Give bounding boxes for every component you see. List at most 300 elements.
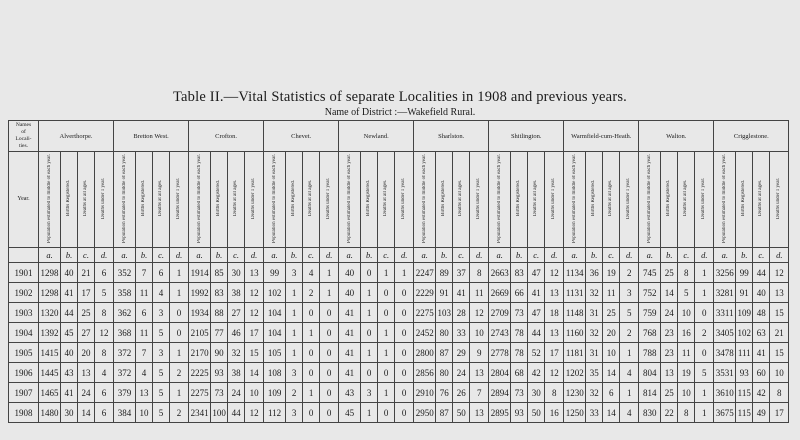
data-cell: 1 <box>695 283 714 303</box>
column-header-text: Deaths under 1 year. <box>401 177 407 219</box>
data-cell: 1298 <box>39 283 61 303</box>
column-header-text: Deaths at all ages. <box>233 179 239 217</box>
data-cell: 10 <box>678 383 695 403</box>
column-letter: b. <box>511 248 528 263</box>
data-cell: 1 <box>170 383 189 403</box>
data-cell: 8 <box>678 403 695 423</box>
data-cell: 2225 <box>189 363 211 383</box>
data-cell: 2452 <box>414 323 436 343</box>
table-row <box>9 283 789 303</box>
data-cell: 0 <box>361 323 378 343</box>
column-letter: a. <box>39 248 61 263</box>
data-cell: 112 <box>264 403 286 423</box>
data-cell: 1 <box>361 343 378 363</box>
data-cell: 7 <box>136 263 153 283</box>
column-header <box>378 152 395 248</box>
column-letter: c. <box>453 248 470 263</box>
data-cell: 5 <box>153 383 170 403</box>
data-cell: 2 <box>170 363 189 383</box>
data-cell: 804 <box>639 363 661 383</box>
data-cell: 13 <box>470 363 489 383</box>
data-cell: 66 <box>511 283 528 303</box>
column-header-text: Births Registered. <box>516 179 522 217</box>
data-cell: 30 <box>528 383 545 403</box>
column-letter: b. <box>436 248 453 263</box>
data-cell: 15 <box>770 303 789 323</box>
locality-header: Walton. <box>639 121 714 152</box>
data-cell: 46 <box>228 323 245 343</box>
data-cell: 14 <box>245 363 264 383</box>
column-letter: c. <box>528 248 545 263</box>
data-cell: 1415 <box>39 343 61 363</box>
data-cell: 43 <box>61 363 78 383</box>
column-header <box>620 152 639 248</box>
data-cell: 40 <box>753 283 770 303</box>
data-cell: 1298 <box>39 263 61 283</box>
data-cell: 1465 <box>39 383 61 403</box>
data-cell: 0 <box>361 263 378 283</box>
data-cell: 1134 <box>564 263 586 283</box>
column-header <box>453 152 470 248</box>
data-cell: 5 <box>620 303 639 323</box>
column-header-text: Population estimated to middle of each year. <box>421 153 427 243</box>
column-letter: a. <box>489 248 511 263</box>
data-cell: 6 <box>136 303 153 323</box>
data-cell: 0 <box>378 363 395 383</box>
data-cell: 83 <box>211 283 228 303</box>
column-header <box>545 152 564 248</box>
locality-header: Warmfield-cum-Heath. <box>564 121 639 152</box>
data-cell: 1 <box>286 283 303 303</box>
column-header <box>78 152 95 248</box>
column-letter: c. <box>678 248 695 263</box>
data-cell: 104 <box>264 303 286 323</box>
data-cell: 91 <box>436 283 453 303</box>
data-cell: 0 <box>303 363 320 383</box>
data-cell: 6 <box>95 383 114 403</box>
column-header-text: Births Registered. <box>591 179 597 217</box>
data-cell: 13 <box>770 283 789 303</box>
data-cell: 4 <box>95 363 114 383</box>
corner-header-line: ties. <box>18 143 28 149</box>
data-cell: 352 <box>114 263 136 283</box>
data-cell: 2950 <box>414 403 436 423</box>
table-row <box>9 403 789 423</box>
data-cell: 3 <box>361 383 378 403</box>
data-cell: 17 <box>245 323 264 343</box>
data-cell: 1 <box>320 283 339 303</box>
data-cell: 1 <box>303 383 320 403</box>
data-cell: 372 <box>114 343 136 363</box>
data-cell: 41 <box>339 323 361 343</box>
data-cell: 41 <box>339 343 361 363</box>
data-cell: 60 <box>753 363 770 383</box>
column-header <box>320 152 339 248</box>
data-cell: 44 <box>228 403 245 423</box>
data-cell: 1 <box>170 263 189 283</box>
data-cell: 31 <box>586 343 603 363</box>
data-cell: 2910 <box>414 383 436 403</box>
data-cell: 13 <box>470 403 489 423</box>
data-cell: 24 <box>228 383 245 403</box>
year-cell: 1907 <box>9 383 39 403</box>
column-letter: a. <box>264 248 286 263</box>
column-letter: c. <box>603 248 620 263</box>
data-cell: 30 <box>61 403 78 423</box>
data-cell: 73 <box>511 303 528 323</box>
data-cell: 1 <box>286 343 303 363</box>
column-header-text: Deaths under 1 year. <box>101 177 107 219</box>
data-cell: 25 <box>661 383 678 403</box>
data-cell: 2894 <box>489 383 511 403</box>
data-cell: 50 <box>453 403 470 423</box>
data-cell: 2229 <box>414 283 436 303</box>
data-cell: 368 <box>114 323 136 343</box>
data-cell: 1320 <box>39 303 61 323</box>
data-cell: 0 <box>395 363 414 383</box>
data-cell: 24 <box>78 383 95 403</box>
data-cell: 5 <box>95 283 114 303</box>
column-letter: c. <box>78 248 95 263</box>
data-cell: 63 <box>753 323 770 343</box>
data-cell: 3281 <box>714 283 736 303</box>
data-cell: 49 <box>753 403 770 423</box>
data-cell: 2275 <box>189 383 211 403</box>
data-cell: 3610 <box>714 383 736 403</box>
data-cell: 3 <box>620 283 639 303</box>
data-cell: 105 <box>264 343 286 363</box>
locality-header: Shitlington. <box>489 121 564 152</box>
year-header: Year. <box>9 152 39 248</box>
data-cell: 1 <box>378 323 395 343</box>
data-cell: 73 <box>211 383 228 403</box>
data-cell: 0 <box>395 343 414 363</box>
table-title: Table II.—Vital Statistics of separate Localities in 1908 and previous years. <box>172 89 628 105</box>
data-cell: 384 <box>114 403 136 423</box>
data-cell: 1392 <box>39 323 61 343</box>
data-cell: 12 <box>245 403 264 423</box>
data-cell: 8 <box>470 263 489 283</box>
data-cell: 3675 <box>714 403 736 423</box>
data-cell: 1480 <box>39 403 61 423</box>
names-of-localities-header <box>9 121 39 152</box>
column-header <box>95 152 114 248</box>
column-header <box>586 152 603 248</box>
data-cell: 14 <box>603 403 620 423</box>
data-cell: 102 <box>264 283 286 303</box>
data-cell: 32 <box>586 323 603 343</box>
data-cell: 87 <box>436 403 453 423</box>
column-letter: a. <box>714 248 736 263</box>
column-header <box>770 152 789 248</box>
data-cell: 2 <box>286 383 303 403</box>
data-cell: 90 <box>211 343 228 363</box>
data-cell: 1 <box>286 303 303 323</box>
column-header <box>264 152 286 248</box>
data-cell: 1131 <box>564 283 586 303</box>
column-header <box>339 152 361 248</box>
data-cell: 814 <box>639 383 661 403</box>
data-cell: 68 <box>511 363 528 383</box>
column-header-text: Births Registered. <box>441 179 447 217</box>
data-cell: 3531 <box>714 363 736 383</box>
data-cell: 11 <box>136 283 153 303</box>
table-row <box>9 263 789 283</box>
data-cell: 109 <box>264 383 286 403</box>
data-cell: 24 <box>661 303 678 323</box>
column-header-text: Population estimated to middle of each year. <box>46 153 52 243</box>
data-cell: 115 <box>736 403 753 423</box>
data-cell: 32 <box>586 283 603 303</box>
data-cell: 85 <box>211 263 228 283</box>
data-cell: 0 <box>320 363 339 383</box>
column-letter: d. <box>695 248 714 263</box>
data-cell: 0 <box>170 303 189 323</box>
column-letter: b. <box>136 248 153 263</box>
column-letter: d. <box>170 248 189 263</box>
data-cell: 10 <box>136 403 153 423</box>
data-cell: 0 <box>378 303 395 323</box>
data-cell: 0 <box>303 403 320 423</box>
column-letter: a. <box>114 248 136 263</box>
locality-header: Alverthorpe. <box>39 121 114 152</box>
column-header <box>511 152 528 248</box>
data-cell: 8 <box>95 303 114 323</box>
data-cell: 2170 <box>189 343 211 363</box>
data-cell: 32 <box>228 343 245 363</box>
data-cell: 8 <box>770 383 789 403</box>
data-cell: 1 <box>695 403 714 423</box>
data-cell: 102 <box>736 323 753 343</box>
data-cell: 0 <box>695 303 714 323</box>
data-cell: 14 <box>603 363 620 383</box>
column-header-text: Deaths under 1 year. <box>476 177 482 219</box>
column-header-text: Population estimated to middle of each year. <box>346 153 352 243</box>
data-cell: 32 <box>586 383 603 403</box>
data-cell: 5 <box>153 323 170 343</box>
data-cell: 0 <box>320 343 339 363</box>
corner-header-line: of <box>21 129 26 135</box>
data-cell: 9 <box>470 343 489 363</box>
column-header-text: Deaths at all ages. <box>608 179 614 217</box>
data-cell: 1 <box>320 263 339 283</box>
data-cell: 13 <box>545 283 564 303</box>
data-cell: 12 <box>770 263 789 283</box>
column-header-text: Deaths under 1 year. <box>176 177 182 219</box>
data-cell: 1202 <box>564 363 586 383</box>
column-header <box>639 152 661 248</box>
data-cell: 52 <box>528 343 545 363</box>
data-cell: 1 <box>286 323 303 343</box>
column-header <box>61 152 78 248</box>
column-letter: c. <box>753 248 770 263</box>
column-header <box>436 152 453 248</box>
column-header-text: Population estimated to middle of each year. <box>571 153 577 243</box>
data-cell: 2663 <box>489 263 511 283</box>
column-header-text: Population estimated to middle of each year. <box>121 153 127 243</box>
locality-header: Newland. <box>339 121 414 152</box>
data-cell: 33 <box>453 323 470 343</box>
data-cell: 2709 <box>489 303 511 323</box>
data-cell: 3311 <box>714 303 736 323</box>
column-header-text: Deaths at all ages. <box>533 179 539 217</box>
column-header <box>170 152 189 248</box>
data-cell: 40 <box>339 263 361 283</box>
corner-header-line: Names <box>15 122 32 128</box>
data-cell: 104 <box>264 323 286 343</box>
data-cell: 1934 <box>189 303 211 323</box>
column-letter: b. <box>361 248 378 263</box>
data-cell: 2247 <box>414 263 436 283</box>
data-cell: 0 <box>320 303 339 323</box>
data-cell: 1 <box>620 383 639 403</box>
data-cell: 12 <box>245 283 264 303</box>
locality-header: Bretton West. <box>114 121 189 152</box>
data-cell: 1992 <box>189 283 211 303</box>
data-cell: 2 <box>620 323 639 343</box>
vital-statistics-table <box>8 120 789 423</box>
column-header-text: Deaths at all ages. <box>383 179 389 217</box>
data-cell: 379 <box>114 383 136 403</box>
column-letter: a. <box>639 248 661 263</box>
letters-row-blank <box>9 248 39 263</box>
data-cell: 44 <box>61 303 78 323</box>
data-cell: 1 <box>361 403 378 423</box>
data-cell: 25 <box>78 303 95 323</box>
data-cell: 41 <box>61 383 78 403</box>
data-cell: 0 <box>395 303 414 323</box>
column-header-text: Deaths at all ages. <box>308 179 314 217</box>
column-letter: d. <box>545 248 564 263</box>
data-cell: 4 <box>620 403 639 423</box>
data-cell: 41 <box>339 363 361 383</box>
data-cell: 115 <box>736 383 753 403</box>
column-header <box>603 152 620 248</box>
data-cell: 108 <box>264 363 286 383</box>
data-cell: 1 <box>170 343 189 363</box>
column-header-text: Deaths under 1 year. <box>326 177 332 219</box>
data-cell: 11 <box>136 323 153 343</box>
data-cell: 20 <box>78 343 95 363</box>
data-cell: 27 <box>228 303 245 323</box>
data-cell: 103 <box>436 303 453 323</box>
data-cell: 93 <box>211 363 228 383</box>
data-cell: 752 <box>639 283 661 303</box>
data-cell: 29 <box>453 343 470 363</box>
data-cell: 4 <box>620 363 639 383</box>
year-cell: 1906 <box>9 363 39 383</box>
column-letter: b. <box>736 248 753 263</box>
data-cell: 14 <box>661 283 678 303</box>
data-cell: 26 <box>453 383 470 403</box>
year-cell: 1904 <box>9 323 39 343</box>
data-cell: 1 <box>361 303 378 323</box>
year-cell: 1908 <box>9 403 39 423</box>
data-cell: 1181 <box>564 343 586 363</box>
data-cell: 17 <box>78 283 95 303</box>
column-letter: d. <box>320 248 339 263</box>
data-cell: 3 <box>286 403 303 423</box>
column-header-text: Births Registered. <box>741 179 747 217</box>
column-letter: d. <box>470 248 489 263</box>
data-cell: 100 <box>211 403 228 423</box>
data-cell: 41 <box>61 283 78 303</box>
data-cell: 0 <box>361 363 378 383</box>
data-cell: 78 <box>511 323 528 343</box>
column-header <box>361 152 378 248</box>
data-cell: 0 <box>395 403 414 423</box>
data-cell: 11 <box>603 283 620 303</box>
data-cell: 33 <box>586 403 603 423</box>
data-cell: 10 <box>603 343 620 363</box>
locality-header: Crofton. <box>189 121 264 152</box>
column-header <box>736 152 753 248</box>
data-cell: 830 <box>639 403 661 423</box>
data-cell: 8 <box>95 343 114 363</box>
column-letter: a. <box>414 248 436 263</box>
data-cell: 10 <box>678 303 695 323</box>
locality-header: Sharlston. <box>414 121 489 152</box>
data-cell: 15 <box>770 343 789 363</box>
data-cell: 45 <box>61 323 78 343</box>
data-cell: 2 <box>170 403 189 423</box>
data-cell: 6 <box>603 383 620 403</box>
data-cell: 17 <box>770 403 789 423</box>
data-cell: 1445 <box>39 363 61 383</box>
year-cell: 1902 <box>9 283 39 303</box>
column-header <box>489 152 511 248</box>
data-cell: 6 <box>153 263 170 283</box>
data-cell: 2804 <box>489 363 511 383</box>
data-cell: 1160 <box>564 323 586 343</box>
column-header <box>39 152 61 248</box>
year-cell: 1901 <box>9 263 39 283</box>
corner-header-line: Locali- <box>15 136 32 142</box>
data-cell: 99 <box>264 263 286 283</box>
table-row <box>9 363 789 383</box>
data-cell: 1230 <box>564 383 586 403</box>
data-cell: 18 <box>545 303 564 323</box>
data-cell: 23 <box>661 323 678 343</box>
data-cell: 1 <box>303 323 320 343</box>
data-cell: 4 <box>136 363 153 383</box>
data-cell: 1250 <box>564 403 586 423</box>
column-letter: a. <box>189 248 211 263</box>
data-cell: 1914 <box>189 263 211 283</box>
data-cell: 21 <box>78 263 95 283</box>
data-cell: 22 <box>661 403 678 423</box>
data-cell: 12 <box>95 323 114 343</box>
column-header <box>661 152 678 248</box>
data-cell: 1 <box>170 283 189 303</box>
column-header-text: Deaths under 1 year. <box>701 177 707 219</box>
data-cell: 3 <box>153 303 170 323</box>
column-header-text: Deaths at all ages. <box>758 179 764 217</box>
data-cell: 37 <box>453 263 470 283</box>
data-cell: 0 <box>320 383 339 403</box>
data-cell: 5 <box>153 403 170 423</box>
column-header-text: Births Registered. <box>66 179 71 217</box>
data-cell: 43 <box>339 383 361 403</box>
data-cell: 17 <box>545 343 564 363</box>
column-header-text: Deaths under 1 year. <box>551 177 557 219</box>
column-header-text: Population estimated to middle of each year. <box>646 153 652 243</box>
data-cell: 12 <box>245 303 264 323</box>
data-cell: 2778 <box>489 343 511 363</box>
data-cell: 111 <box>736 343 753 363</box>
column-header <box>245 152 264 248</box>
data-cell: 0 <box>395 383 414 403</box>
